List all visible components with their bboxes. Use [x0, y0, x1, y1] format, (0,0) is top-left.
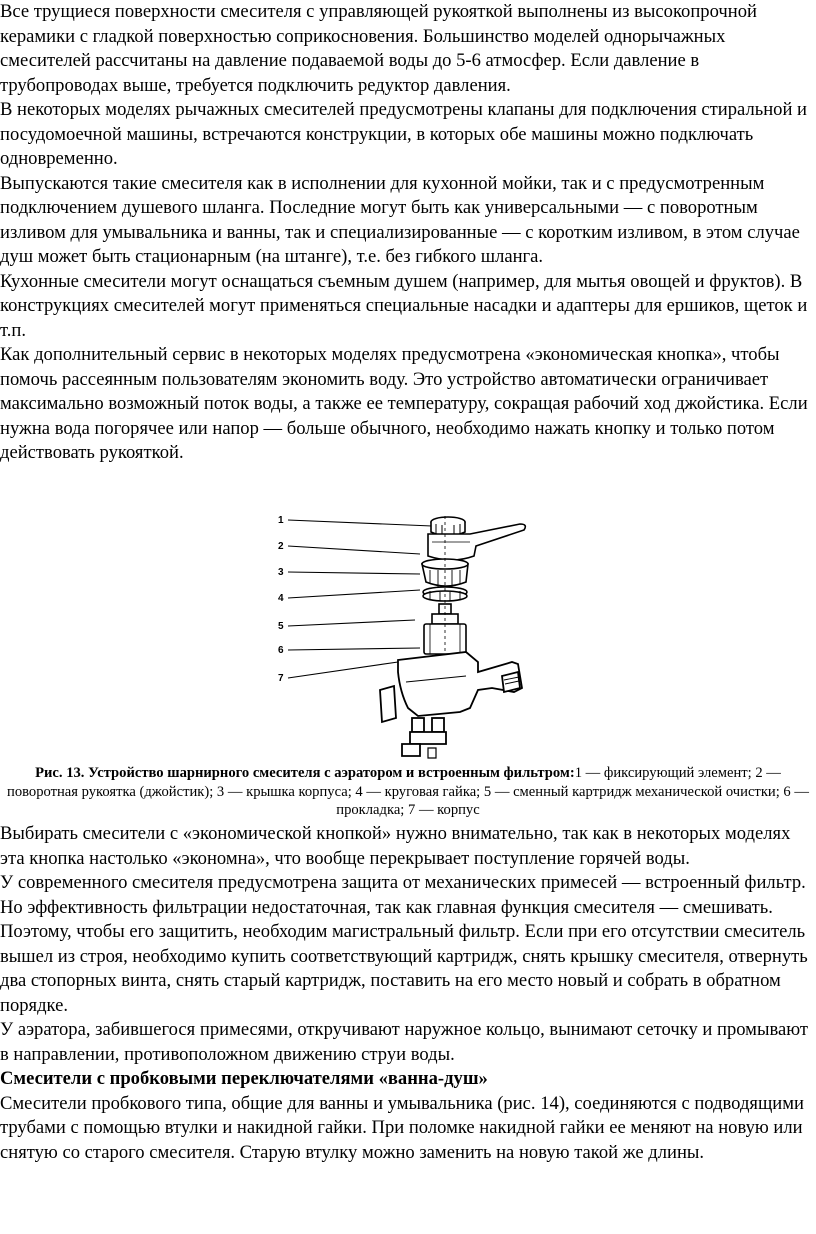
- faucet-exploded-diagram: [270, 512, 550, 760]
- callout-label: 7: [278, 673, 284, 684]
- faucet-body: [380, 652, 522, 758]
- paragraph: Как дополнительный сервис в некоторых моделях предусмотрена «экономическая кнопка», чтобы помочь рассеянным пользователям экономить воду. Это устройство автоматически ограничивает максимально возможный поток воды, а также ее температуру, сокращая рабочий ход джойстика. Если нужна вода погорячее или напор — больше обычного, необходимо нажать кнопку и только потом действовать рукояткой.: [0, 344, 808, 463]
- fixing-element: [431, 517, 465, 536]
- callout-label: 6: [278, 645, 284, 656]
- callout-label: 1: [278, 515, 284, 526]
- paragraph: У аэратора, забившегося примесями, откручивают наружное кольцо, вынимают сеточку и промывают в направлении, противоположном движению струи воды.: [0, 1019, 809, 1065]
- caption-text: 1 — фиксирующий элемент; 2 — поворотная рукоятка (джойстик); 3 — крышка корпуса; 4 — круговая гайка; 5 — сменный картридж механической очистки; 6 — прокладка; 7 — корпус: [7, 765, 809, 819]
- paragraph: Все трущиеся поверхности смесителя с управляющей рукояткой выполнены из высокопрочной керамики с гладкой поверхностью соприкосновения. Большинство моделей однорычажных смесителей рассчитаны на давление подаваемой воды до 5-6 атмосфер. Если давление в трубопроводах выше, требуется подключить редуктор давления.: [0, 1, 757, 96]
- paragraph: Смесители пробкового типа, общие для ванны и умывальника (рис. 14), соединяются с подводящими трубами с помощью втулки и накидной гайки. При поломке накидной гайки ее меняют на новую или снятую со старого смесителя. Старую втулку можно заменить на новую такой же длины.: [0, 1092, 804, 1163]
- paragraph: Выбирать смесители с «экономической кнопкой» нужно внимательно, так как в некоторых моделях эта кнопка настолько «экономна», что вообще перекрывает поступление горячей воды.: [0, 823, 791, 869]
- figure-caption: [4, 764, 812, 820]
- callout-label: 5: [278, 621, 284, 632]
- section-heading: Смесители с пробковыми переключателями «ванна-душ»: [0, 1068, 488, 1089]
- callout-label: 2: [278, 541, 284, 552]
- paragraph: Кухонные смесители могут оснащаться съемным душем (например, для мытья овощей и фруктов). В конструкциях смесителей могут применяться специальные насадки и адаптеры для ершиков, щеток и т.п.: [0, 270, 808, 341]
- paragraph: В некоторых моделях рычажных смесителей предусмотрены клапаны для подключения стиральной и посудомоечной машины, встречаются конструкции, в которых обе машины можно подключать одновременно.: [0, 99, 808, 169]
- paragraph: Выпускаются такие смесителя как в исполнении для кухонной мойки, так и с предусмотренным подключением душевого шланга. Последние могут быть как универсальными — с поворотным изливом для умывальника и ванны, так и специализированные — с коротким изливом, в этом случае душ может быть стационарным (на штанге), т.е. без гибкого шланга.: [0, 172, 800, 267]
- text-block-top: [0, 0, 812, 466]
- text-block-bottom: [0, 822, 812, 1165]
- caption-title: Рис. 13. Устройство шарнирного смесителя с аэратором и встроенным фильтром:: [35, 765, 575, 781]
- callout-label: 4: [278, 593, 284, 604]
- faucet-diagram-svg: [270, 512, 550, 760]
- callout-label: 3: [278, 567, 284, 578]
- paragraph: У современного смесителя предусмотрена защита от механических примесей — встроенный фильтр. Но эффективность фильтрации недостаточная, так как главная функция смесителя — смешивать. Поэтому, чтобы его защитить, необходим магистральный фильтр. Если при его отсутствии смеситель вышел из строя, необходимо купить соответствующий картридж, снять крышку смесителя, отвернуть два стопорных винта, снять старый картридж, поставить на его место новый и собрать в обратном порядке.: [0, 872, 808, 1016]
